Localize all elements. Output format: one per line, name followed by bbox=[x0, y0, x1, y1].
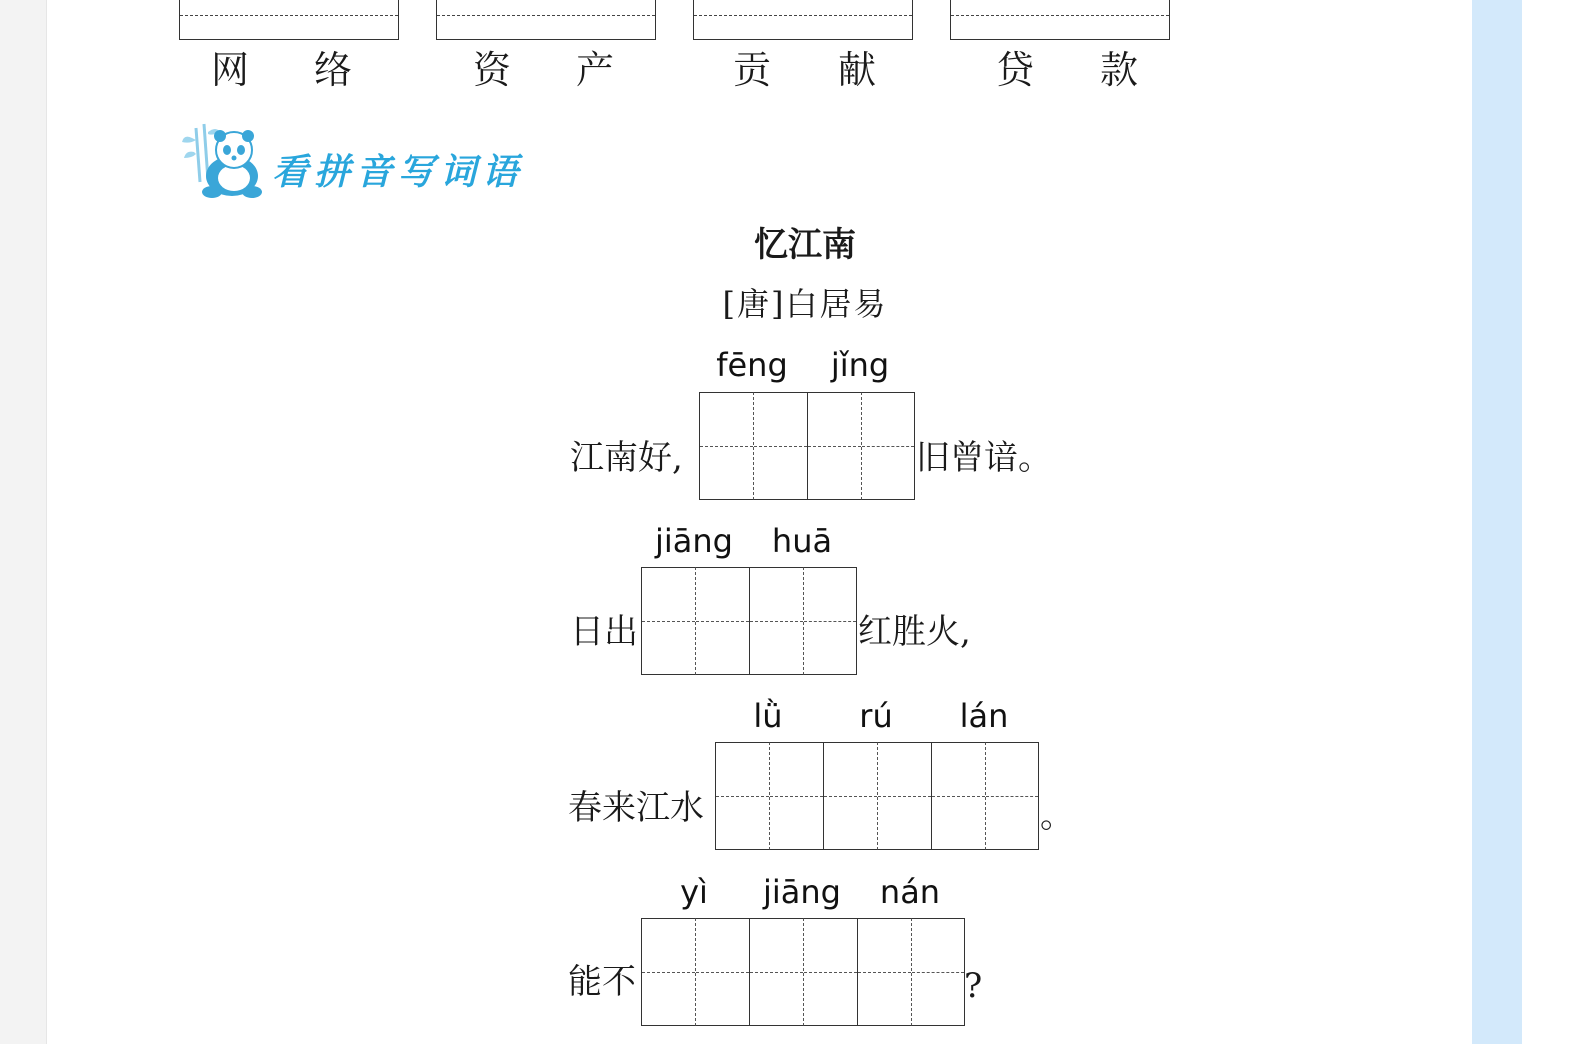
top-word-char: 络 bbox=[313, 48, 352, 92]
pinyin-label: jǐng bbox=[830, 346, 890, 384]
top-word-char: 资 bbox=[472, 48, 511, 92]
top-word-char: 献 bbox=[837, 48, 876, 92]
grid-cell[interactable] bbox=[695, 567, 749, 675]
grid-cell[interactable] bbox=[911, 918, 965, 1026]
grid-cell[interactable] bbox=[823, 742, 877, 850]
pinyin-label: jiāng bbox=[655, 522, 733, 560]
pinyin-label: huā bbox=[771, 522, 833, 560]
grid-cell[interactable] bbox=[753, 392, 807, 500]
answer-grid[interactable] bbox=[641, 918, 965, 1026]
panda-icon bbox=[182, 122, 268, 200]
grid-cell[interactable] bbox=[807, 392, 861, 500]
writing-box[interactable] bbox=[950, 0, 1170, 40]
grid-cell[interactable] bbox=[749, 567, 803, 675]
writing-box[interactable] bbox=[436, 0, 656, 40]
top-word-char: 产 bbox=[575, 48, 614, 92]
pinyin-label: rú bbox=[859, 697, 893, 735]
answer-grid[interactable] bbox=[699, 392, 915, 500]
grid-cell[interactable] bbox=[641, 567, 695, 675]
section-title: 看拼音写词语 bbox=[272, 152, 525, 193]
pinyin-label: nán bbox=[879, 873, 941, 911]
grid-cell[interactable] bbox=[861, 392, 915, 500]
answer-grid[interactable] bbox=[641, 567, 857, 675]
grid-cell[interactable] bbox=[695, 918, 749, 1026]
grid-cell[interactable] bbox=[749, 918, 803, 1026]
pinyin-label: yì bbox=[680, 873, 708, 911]
poem-text-after: ? bbox=[964, 966, 983, 1006]
grid-cell[interactable] bbox=[857, 918, 911, 1026]
page-right-gap bbox=[1522, 0, 1582, 1044]
grid-cell[interactable] bbox=[769, 742, 823, 850]
poem-title: 忆江南 bbox=[754, 225, 856, 265]
poem-text-after: 。 bbox=[1040, 796, 1074, 836]
top-word-char: 网 bbox=[210, 48, 249, 92]
poem-text-before: 能不 bbox=[568, 962, 636, 1002]
page-right-band bbox=[1472, 0, 1522, 1044]
grid-cell[interactable] bbox=[715, 742, 769, 850]
top-word-char: 贡 bbox=[732, 48, 771, 92]
grid-cell[interactable] bbox=[877, 742, 931, 850]
grid-cell[interactable] bbox=[699, 392, 753, 500]
page-left-margin bbox=[0, 0, 47, 1044]
poem-text-before: 日出 bbox=[570, 612, 638, 652]
pinyin-label: jiāng bbox=[763, 873, 841, 911]
answer-grid[interactable] bbox=[715, 742, 1039, 850]
pinyin-label: fēng bbox=[716, 346, 788, 384]
pinyin-label: lǜ bbox=[753, 697, 783, 735]
writing-box[interactable] bbox=[693, 0, 913, 40]
poem-text-before: 春来江水 bbox=[568, 788, 704, 828]
grid-cell[interactable] bbox=[803, 567, 857, 675]
grid-cell[interactable] bbox=[985, 742, 1039, 850]
section-header bbox=[182, 122, 582, 202]
grid-cell[interactable] bbox=[803, 918, 857, 1026]
poem-text-after: 旧曾谙。 bbox=[916, 438, 1052, 478]
top-word-char: 款 bbox=[1099, 48, 1138, 92]
writing-box[interactable] bbox=[179, 0, 399, 40]
grid-cell[interactable] bbox=[641, 918, 695, 1026]
grid-cell[interactable] bbox=[931, 742, 985, 850]
poem-text-after: 红胜火, bbox=[858, 612, 971, 652]
poem-text-before: 江南好, bbox=[570, 438, 683, 478]
pinyin-label: lán bbox=[959, 697, 1009, 735]
top-word-char: 贷 bbox=[995, 48, 1034, 92]
poem-author: [唐]白居易 bbox=[722, 285, 888, 323]
